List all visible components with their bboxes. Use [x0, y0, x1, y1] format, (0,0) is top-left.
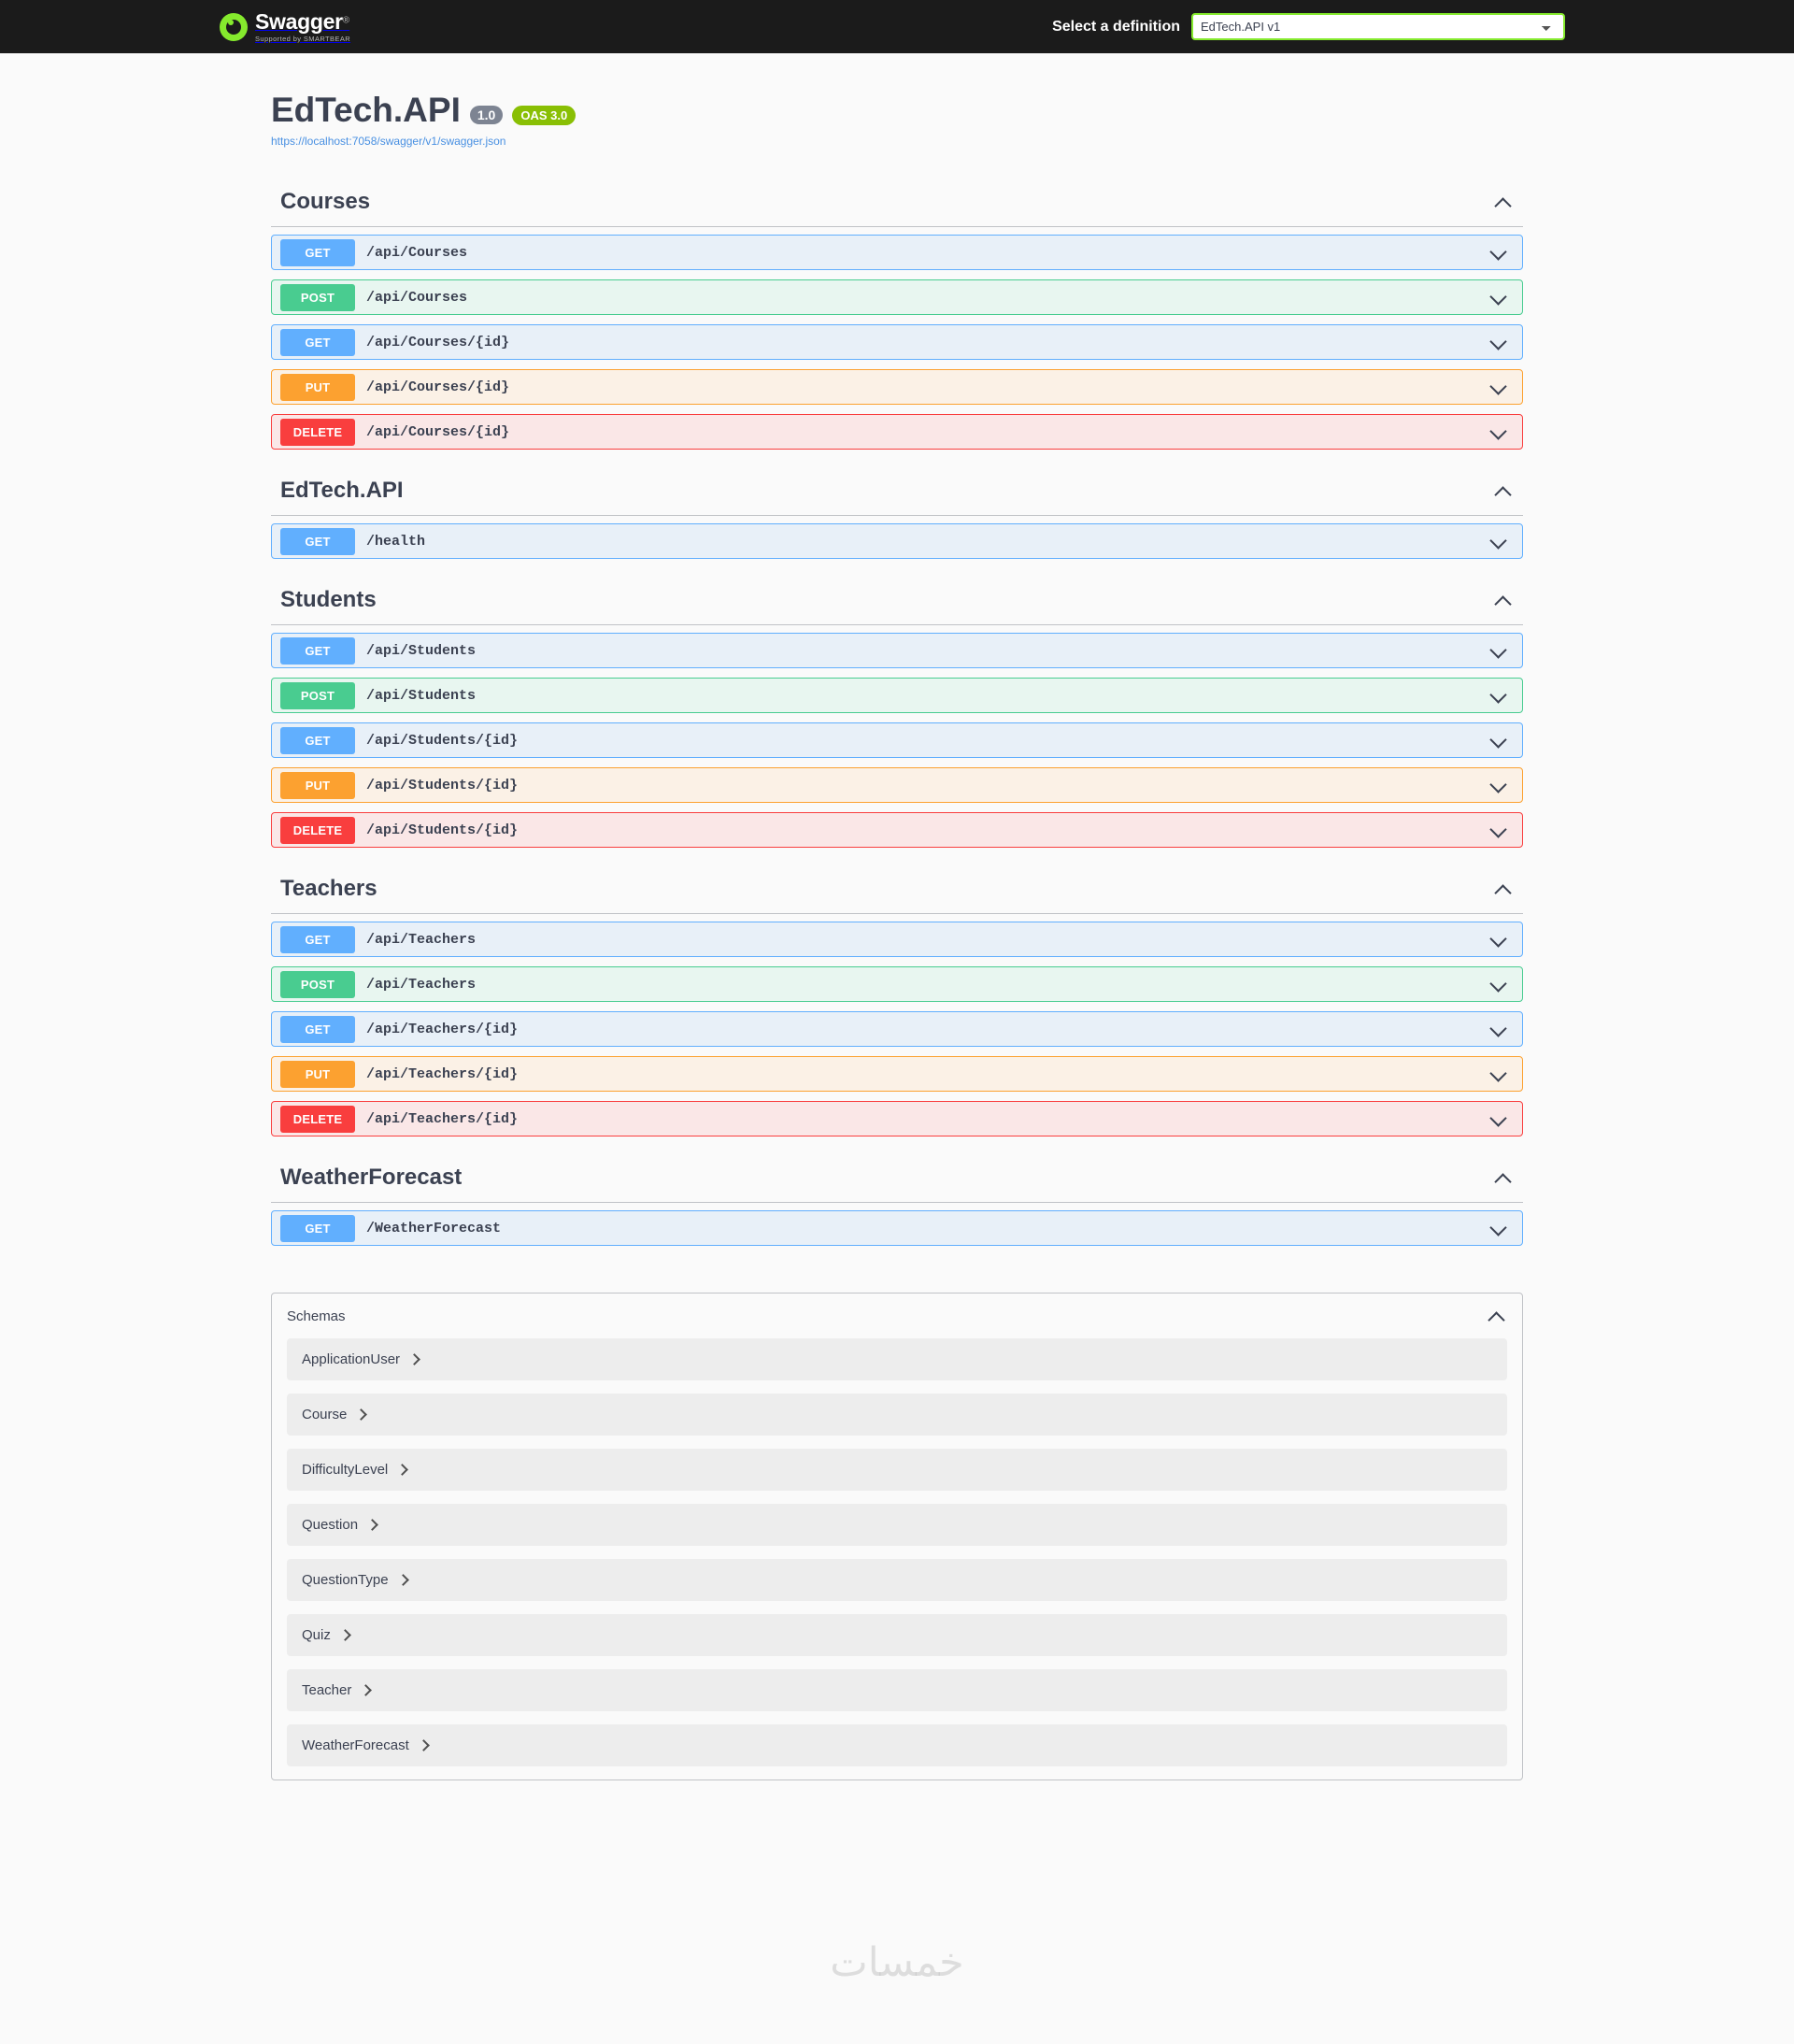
operation-path: /api/Teachers/{id} — [366, 1110, 519, 1127]
http-method-badge: GET — [280, 329, 355, 356]
swagger-ui-page — [0, 53, 1794, 1780]
operation-row[interactable] — [271, 369, 1523, 405]
tag-section — [271, 859, 1523, 1136]
tag-name: Students — [280, 587, 377, 612]
operation-row[interactable] — [271, 678, 1523, 713]
operation-path: /api/Courses/{id} — [366, 423, 510, 440]
page-title: EdTech.API — [271, 91, 461, 129]
operation-path: /api/Students/{id} — [366, 732, 519, 749]
chevron-right-icon[interactable] — [409, 1354, 420, 1365]
http-method-badge: POST — [280, 971, 355, 998]
tag-name: Courses — [280, 189, 371, 214]
operation-row[interactable] — [271, 324, 1523, 360]
chevron-up-icon[interactable] — [1488, 1307, 1507, 1325]
http-method-badge: PUT — [280, 772, 355, 799]
chevron-down-icon[interactable] — [1488, 685, 1509, 706]
chevron-right-icon[interactable] — [340, 1630, 351, 1641]
tag-section — [271, 1148, 1523, 1246]
operation-list — [271, 1210, 1523, 1246]
tag-name: WeatherForecast — [280, 1165, 463, 1190]
http-method-badge: GET — [280, 1215, 355, 1242]
http-method-badge: PUT — [280, 374, 355, 401]
chevron-down-icon[interactable] — [1488, 820, 1509, 840]
chevron-up-icon[interactable] — [1495, 879, 1514, 898]
schema-name: WeatherForecast — [302, 1737, 409, 1753]
http-method-badge: DELETE — [280, 817, 355, 844]
chevron-down-icon[interactable] — [1488, 775, 1509, 795]
operation-path: /api/Students — [366, 687, 477, 704]
http-method-badge: GET — [280, 637, 355, 665]
content-container — [243, 53, 1551, 1780]
http-method-badge: DELETE — [280, 1106, 355, 1133]
chevron-up-icon[interactable] — [1495, 481, 1514, 500]
schema-item[interactable] — [287, 1504, 1507, 1546]
chevron-down-icon[interactable] — [1488, 1019, 1509, 1039]
operation-path: /api/Students/{id} — [366, 822, 519, 838]
api-info — [271, 53, 1523, 161]
operations-root — [271, 172, 1523, 1246]
version-badge: 1.0 — [470, 106, 503, 124]
chevron-right-icon[interactable] — [356, 1409, 367, 1421]
schema-name: ApplicationUser — [302, 1351, 401, 1367]
schema-item[interactable] — [287, 1338, 1507, 1380]
operation-list — [271, 633, 1523, 848]
http-method-badge: GET — [280, 727, 355, 754]
http-method-badge: GET — [280, 1016, 355, 1043]
logo-title-line — [255, 8, 350, 34]
tag-section — [271, 570, 1523, 848]
http-method-badge: PUT — [280, 1061, 355, 1088]
operation-list — [271, 922, 1523, 1136]
operation-path: /health — [366, 533, 426, 550]
tag-header-weatherforecast[interactable] — [271, 1148, 1523, 1203]
swagger-logo-link[interactable] — [220, 8, 351, 43]
operation-row[interactable] — [271, 1056, 1523, 1092]
schema-item[interactable] — [287, 1669, 1507, 1711]
operation-row[interactable] — [271, 1210, 1523, 1246]
operation-row[interactable] — [271, 279, 1523, 315]
chevron-right-icon[interactable] — [397, 1465, 408, 1476]
topbar — [0, 0, 1794, 53]
chevron-down-icon[interactable] — [1488, 287, 1509, 307]
schema-item[interactable] — [287, 1449, 1507, 1491]
tag-section — [271, 172, 1523, 450]
schemas-list — [272, 1338, 1522, 1766]
operation-path: /api/Students — [366, 642, 477, 659]
operation-row[interactable] — [271, 633, 1523, 668]
chevron-up-icon[interactable] — [1495, 193, 1514, 211]
logo-text-wrap — [255, 8, 351, 43]
chevron-down-icon[interactable] — [1488, 974, 1509, 994]
schema-item[interactable] — [287, 1559, 1507, 1601]
chevron-down-icon[interactable] — [1488, 377, 1509, 397]
watermark: خمسات — [830, 1939, 964, 1986]
operation-row[interactable] — [271, 722, 1523, 758]
operation-path: /api/Students/{id} — [366, 777, 519, 793]
operation-row[interactable] — [271, 1101, 1523, 1136]
operation-path: /api/Courses — [366, 244, 468, 261]
tag-section — [271, 461, 1523, 559]
logo-trademark: ® — [342, 15, 350, 26]
operation-list — [271, 235, 1523, 450]
tag-name: EdTech.API — [280, 478, 404, 503]
tag-header-courses[interactable] — [271, 172, 1523, 227]
chevron-right-icon[interactable] — [361, 1685, 372, 1696]
schema-name: QuestionType — [302, 1572, 389, 1588]
schema-name: DifficultyLevel — [302, 1462, 389, 1478]
chevron-down-icon[interactable] — [1488, 332, 1509, 352]
chevron-down-icon[interactable] — [1488, 929, 1509, 950]
chevron-down-icon[interactable] — [1488, 1064, 1509, 1084]
schema-name: Quiz — [302, 1627, 331, 1643]
api-title-row — [271, 91, 1523, 130]
operation-path: /api/Teachers/{id} — [366, 1021, 519, 1037]
operation-row[interactable] — [271, 922, 1523, 957]
operation-path: /api/Courses — [366, 289, 468, 306]
operation-row[interactable] — [271, 414, 1523, 450]
operation-row[interactable] — [271, 1011, 1523, 1047]
schema-item[interactable] — [287, 1394, 1507, 1436]
logo-title: Swagger — [255, 8, 343, 34]
tag-header-teachers[interactable] — [271, 859, 1523, 914]
chevron-right-icon[interactable] — [398, 1575, 409, 1586]
http-method-badge: GET — [280, 239, 355, 266]
tag-header-edtech-api[interactable] — [271, 461, 1523, 516]
http-method-badge: DELETE — [280, 419, 355, 446]
schema-name: Teacher — [302, 1682, 352, 1698]
operation-path: /api/Teachers — [366, 976, 477, 993]
schema-item[interactable] — [287, 1614, 1507, 1656]
http-method-badge: GET — [280, 528, 355, 555]
schema-item[interactable] — [287, 1724, 1507, 1766]
operation-path: /api/Courses/{id} — [366, 379, 510, 395]
chevron-up-icon[interactable] — [1495, 1168, 1514, 1187]
http-method-badge: POST — [280, 284, 355, 311]
operation-row[interactable] — [271, 235, 1523, 270]
operation-path: /api/Teachers/{id} — [366, 1065, 519, 1082]
oas-badge: OAS 3.0 — [512, 106, 576, 125]
operation-list — [271, 523, 1523, 559]
chevron-right-icon[interactable] — [419, 1740, 430, 1751]
operation-row[interactable] — [271, 523, 1523, 559]
swagger-logo-icon — [220, 13, 248, 41]
schemas-section — [271, 1293, 1523, 1780]
operation-row[interactable] — [271, 767, 1523, 803]
schemas-title: Schemas — [287, 1308, 346, 1324]
tag-header-students[interactable] — [271, 570, 1523, 625]
operation-path: /WeatherForecast — [366, 1220, 502, 1236]
operation-row[interactable] — [271, 812, 1523, 848]
chevron-down-icon[interactable] — [1488, 242, 1509, 263]
operation-row[interactable] — [271, 966, 1523, 1002]
chevron-down-icon[interactable] — [1488, 730, 1509, 750]
chevron-down-icon[interactable] — [1488, 640, 1509, 661]
schema-name: Course — [302, 1407, 348, 1422]
operation-path: /api/Courses/{id} — [366, 334, 510, 350]
chevron-right-icon[interactable] — [367, 1520, 378, 1531]
http-method-badge: GET — [280, 926, 355, 953]
chevron-down-icon[interactable] — [1488, 1218, 1509, 1238]
definition-selector-area — [1052, 13, 1565, 40]
chevron-down-icon[interactable] — [1488, 531, 1509, 551]
definition-label: Select a definition — [1052, 18, 1180, 35]
logo-subtitle: Supported by SMARTBEAR — [255, 34, 351, 43]
schema-name: Question — [302, 1517, 359, 1533]
tag-name: Teachers — [280, 876, 377, 901]
chevron-down-icon[interactable] — [1488, 1108, 1509, 1129]
chevron-down-icon[interactable] — [1488, 422, 1509, 442]
chevron-up-icon[interactable] — [1495, 591, 1514, 609]
http-method-badge: POST — [280, 682, 355, 709]
operation-path: /api/Teachers — [366, 931, 477, 948]
definition-select[interactable] — [1191, 13, 1565, 40]
spec-url-link[interactable]: https://localhost:7058/swagger/v1/swagger.json — [271, 135, 506, 148]
schemas-header[interactable] — [272, 1294, 1522, 1338]
